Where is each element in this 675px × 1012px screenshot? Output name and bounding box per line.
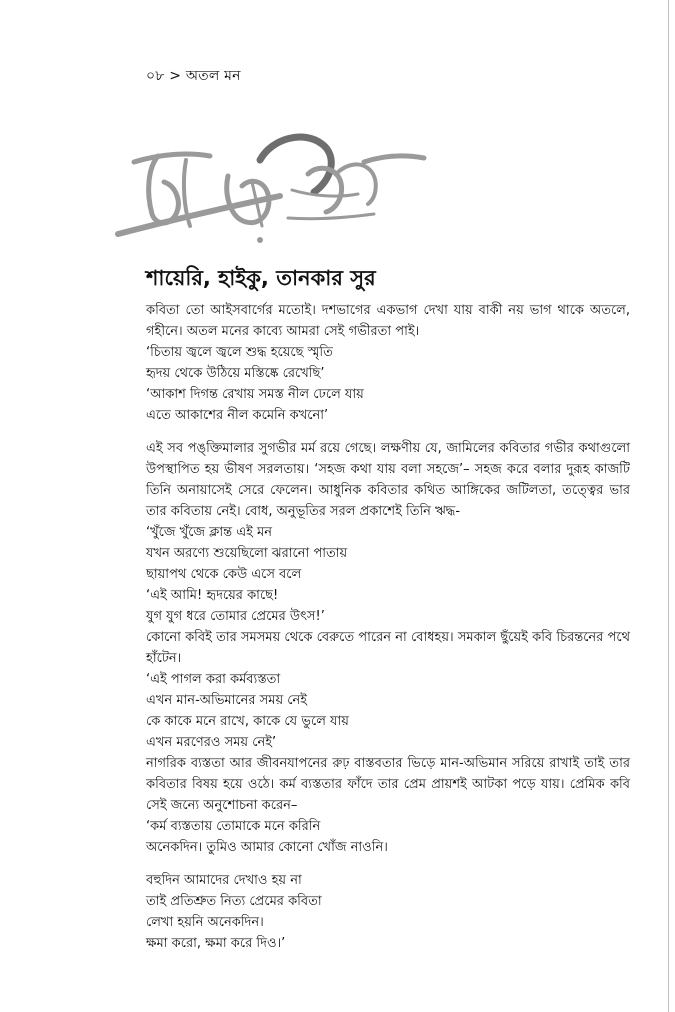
quote-line: এখন মরণেরও সময় নেই’ <box>146 735 277 750</box>
quote-line: অনেকদিন। তুমিও আমার কোনো খোঁজ নাওনি। <box>146 840 388 855</box>
quote-line: ‘আকাশ দিগন্ত রেখায় সমস্ত নীল ঢেলে যায় <box>146 387 364 402</box>
paragraph-contemporary: কোনো কবিই তার সমসময় থেকে বেরুতে পারেন না বোধহয়। সমকাল ছুঁয়েই কবি চিরন্তনের পথে হাঁটেন। <box>146 630 630 666</box>
section-title: শায়েরি, হাইকু, তানকার সুর <box>146 266 376 290</box>
quote-line: যখন অরণ্যে শুয়েছিলো ঝরানো পাতায় <box>146 546 348 561</box>
quote-line: হৃদয় থেকে উঠিয়ে মস্তিষ্কে রেখেছি’ <box>146 366 325 381</box>
quote-line: কে কাকে মনে রাখে, কাকে যে ভুলে যায় <box>146 714 349 729</box>
quote-line: ‘এই পাগল করা কর্মব্যস্ততা <box>146 672 281 687</box>
quote-block-5 <box>146 870 630 954</box>
quote-line: ‘চিতায় জ্বলে জ্বলে শুদ্ধ হয়েছে স্মৃতি <box>146 345 333 360</box>
quote-line: ছায়াপথ থেকে কেউ এসে বলে <box>146 567 302 582</box>
quote-line: এতে আকাশের নীল কমেনি কখনো’ <box>146 408 329 423</box>
paragraph-urban-life: নাগরিক ব্যস্ততা আর জীবনযাপনের রুঢ় বাস্তবতার ভিড়ে মান-অভিমান সরিয়ে রাখাই তাই তার কবিতার বিষয় হয়ে ওঠে। কর্ম ব্যস্ততার ফাঁদে তার প্রেম প্রায়শই আটকা পড়ে যায়। প্রেমিক কবি সেই জন্যে অনুশোচনা করেন– <box>146 756 630 813</box>
quote-line: তাই প্রতিশ্রুত নিত্য প্রেমের কবিতা <box>146 894 322 909</box>
body-text <box>146 300 630 954</box>
running-head: ০৮ > অতল মন <box>146 68 241 84</box>
quote-line: ‘কর্ম ব্যস্ততায় তোমাকে মনে করিনি <box>146 819 321 834</box>
paragraph-intro: কবিতা তো আইসবার্গের মতোই। দশভাগের একভাগ দেখা যায় বাকী নয় ভাগ থাকে অতলে, গহীনে। অতল মনের কাব্যে আমরা সেই গভীরতা পাই। <box>146 303 630 339</box>
paragraph-simplicity: এই সব পঙ্‌ক্তিমালার সুগভীর মর্ম রয়ে গেছে। লক্ষণীয় যে, জামিলের কবিতার গভীর কথাগুলো উপস্থাপিত হয় ভীষণ সরলতায়। ‘সহজ কথা যায় বলা সহজে’– সহজ করে বলার দুরূহ কাজটি তিনি অনায়াসেই সেরে ফেলেন। আধুনিক কবিতার কথিত আঙ্গিকের জটিলতা, তত্ত্বের ভার তার কবিতায় নেই। বোধ, অনুভূতির সরল প্রকাশেই তিনি ঋদ্ধ- <box>146 441 630 519</box>
spacer <box>146 426 630 438</box>
quote-line: লেখা হয়নি অনেকদিন। <box>146 915 264 930</box>
quote-block-4 <box>146 816 630 858</box>
spacer <box>146 858 630 870</box>
page-edge-rule <box>668 0 669 1012</box>
quote-line: যুগ যুগ ধরে তোমার প্রেমের উৎস!’ <box>146 609 325 624</box>
calligraphic-logo <box>112 122 432 252</box>
quote-block-2 <box>146 522 630 627</box>
quote-line: ক্ষমা করো, ক্ষমা করে দিও।’ <box>146 936 286 951</box>
quote-line: এখন মান-অভিমানের সময় নেই <box>146 693 308 708</box>
quote-line: বহুদিন আমাদের দেখাও হয় না <box>146 873 302 888</box>
quote-block-1 <box>146 342 630 426</box>
quote-line: ‘এই আমি! হৃদয়ের কাছে! <box>146 588 279 603</box>
quote-line: ‘খুঁজে খুঁজে ক্লান্ত এই মন <box>146 525 272 540</box>
quote-block-3 <box>146 669 630 753</box>
